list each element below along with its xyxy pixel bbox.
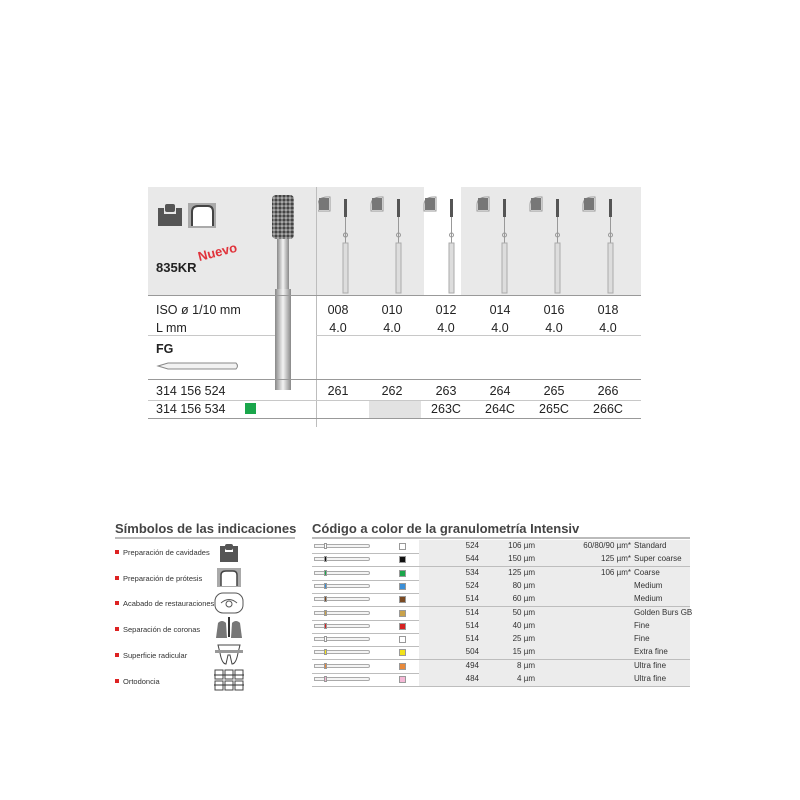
grit-alt-size: 60/80/90 µm* [583,541,631,550]
indication-root-surface: Superficie radicular [115,651,187,660]
ref-number: 265 [543,384,565,398]
grit-color-swatch [399,583,406,590]
bur-shank-icon [314,544,370,548]
grit-name: Golden Burs GB [634,607,693,617]
size-value: 016 [543,303,565,317]
orthodontics-icon [214,669,244,691]
ref-number: 264 [489,384,511,398]
grit-code: 524 [465,541,479,550]
grit-name: Extra fine [634,647,668,657]
indication-cavity: Preparación de cavidades [115,548,210,557]
bur-shank-icon [314,557,370,561]
bur-shank-icon [314,650,370,654]
bur-shank-icon [314,571,370,575]
size-value: 008 [327,303,349,317]
bur-shank-icon [314,597,370,601]
grit-name: Medium [634,594,663,604]
grit-row [312,567,690,581]
grit-ring-marker [324,663,327,669]
length-value: 4.0 [545,321,563,335]
grit-ring-marker [324,543,327,549]
shank-label: FG [156,342,174,356]
grit-size: 40 µm [512,620,535,630]
indications-rule [115,537,295,539]
grit-code: 514 [465,620,479,630]
grit-code-title: Código a color de la granulometría Intensiv [312,521,580,536]
bur-icon-008 [318,197,348,293]
indications-title: Símbolos de las indicaciones [115,521,297,536]
indication-orthodontics: Ortodoncia [115,677,160,686]
grit-color-swatch [399,543,406,550]
length-value: 4.0 [599,321,617,335]
grit-ring-marker [324,610,327,616]
bur-shank-icon [314,624,370,628]
bur-shank-icon [314,637,370,641]
ref-code-coarse: 314 156 534 [156,402,226,416]
grit-row [312,646,690,660]
grit-row [312,593,690,607]
ref-number: 263 [435,384,457,398]
grit-name: Ultra fine [634,674,667,683]
ref-number: 265C [539,402,569,416]
grit-code: 524 [465,580,479,590]
grit-color-swatch [399,636,406,643]
prosthesis-preparation-icon [188,203,216,228]
size-value: 014 [489,303,511,317]
grit-row [312,620,690,634]
grit-row [312,540,690,554]
crown-separation-icon [214,617,244,639]
grit-code: 504 [465,647,479,657]
grit-name: Fine [634,634,650,644]
grit-name: Super coarse [634,554,682,564]
grit-size: 125 µm [508,567,535,577]
size-value: 010 [381,303,403,317]
size-value: 012 [435,303,457,317]
ref-number: 266 [597,384,619,398]
grit-ring-marker [324,623,327,629]
bur-icon-012 [424,197,454,293]
grit-ring-marker [324,636,327,642]
length-label: L mm [156,321,187,335]
grit-size: 8 µm [517,660,535,670]
grit-color-swatch [399,623,406,630]
row-divider [148,379,641,380]
length-value: 4.0 [437,321,455,335]
grit-color-swatch [399,649,406,656]
size-value: 018 [597,303,619,317]
grit-code: 514 [465,607,479,617]
grit-size: 25 µm [512,634,535,644]
length-value: 4.0 [383,321,401,335]
grit-color-swatch [399,676,406,683]
prosthesis-preparation-icon [214,566,244,588]
grit-name: Fine [634,620,650,630]
bur-shank-icon [314,677,370,681]
model-name: 835KR [156,260,197,275]
grit-size: 50 µm [512,607,535,617]
bur-shank-icon [314,584,370,588]
grit-name: Ultra fine [634,660,667,670]
restoration-finishing-icon [214,592,244,614]
row-divider [148,418,641,419]
ref-number: 264C [485,402,515,416]
grit-row [312,607,693,621]
grit-ring-marker [324,649,327,655]
grit-color-swatch [399,663,406,670]
grit-ring-marker [324,676,327,682]
bur-shank-icon [314,664,370,668]
grit-code: 514 [465,594,479,604]
grit-name: Medium [634,580,663,590]
indication-finishing: Acabado de restauraciones [115,599,214,608]
grit-alt-size: 106 µm* [601,567,631,577]
cavity-preparation-icon [158,204,182,226]
grit-alt-size: 125 µm* [601,554,631,564]
unavailable-cell [369,401,421,418]
bur-icon-016 [530,197,560,293]
grit-color-swatch [399,610,406,617]
grit-code: 484 [465,674,479,683]
row-divider [148,295,641,296]
ref-number: 262 [381,384,403,398]
fg-shank-icon [156,360,240,372]
grit-code-rule [312,537,690,539]
grit-row [312,660,690,674]
cavity-preparation-icon [214,542,244,564]
diamond-bur-image [263,195,303,390]
bur-icon-014 [477,197,507,293]
length-value: 4.0 [329,321,347,335]
grit-ring-marker [324,583,327,589]
indication-crown-separation: Separación de coronas [115,625,200,634]
grit-size: 106 µm [508,541,535,550]
grit-row [312,553,690,567]
grit-size: 150 µm [508,554,535,564]
bur-icon-018 [583,197,613,293]
grit-size: 15 µm [512,647,535,657]
indication-prosthesis: Preparación de prótesis [115,574,202,583]
grit-code: 494 [465,660,479,670]
grit-color-swatch [399,556,406,563]
length-value: 4.0 [491,321,509,335]
root-surface-icon [214,643,244,665]
grit-ring-marker [324,556,327,562]
ref-number: 263C [431,402,461,416]
bur-icon-010 [371,197,401,293]
grit-color-swatch [399,570,406,577]
grit-ring-marker [324,570,327,576]
grit-row [312,633,690,647]
size-bur-icons [318,195,641,295]
grit-size: 60 µm [512,594,535,604]
grit-name: Standard [634,541,667,550]
grit-name: Coarse [634,567,660,577]
grit-color-swatch [399,596,406,603]
row-divider [316,335,641,336]
new-badge: Nuevo [196,239,239,264]
ref-code-standard: 314 156 524 [156,384,226,398]
grit-row [312,673,690,687]
grit-size: 4 µm [517,674,535,683]
iso-label: ISO ø 1/10 mm [156,303,241,317]
product-table [148,187,641,427]
grit-ring-marker [324,596,327,602]
grit-size: 80 µm [512,580,535,590]
grit-row [312,580,690,594]
row-divider [148,335,275,336]
grit-code: 534 [465,567,479,577]
bur-shank-icon [314,611,370,615]
coarse-grit-marker [245,403,256,414]
indication-icons-header [156,200,218,230]
grit-code: 544 [465,554,479,564]
ref-number: 261 [327,384,349,398]
grit-code: 514 [465,634,479,644]
ref-number: 266C [593,402,623,416]
